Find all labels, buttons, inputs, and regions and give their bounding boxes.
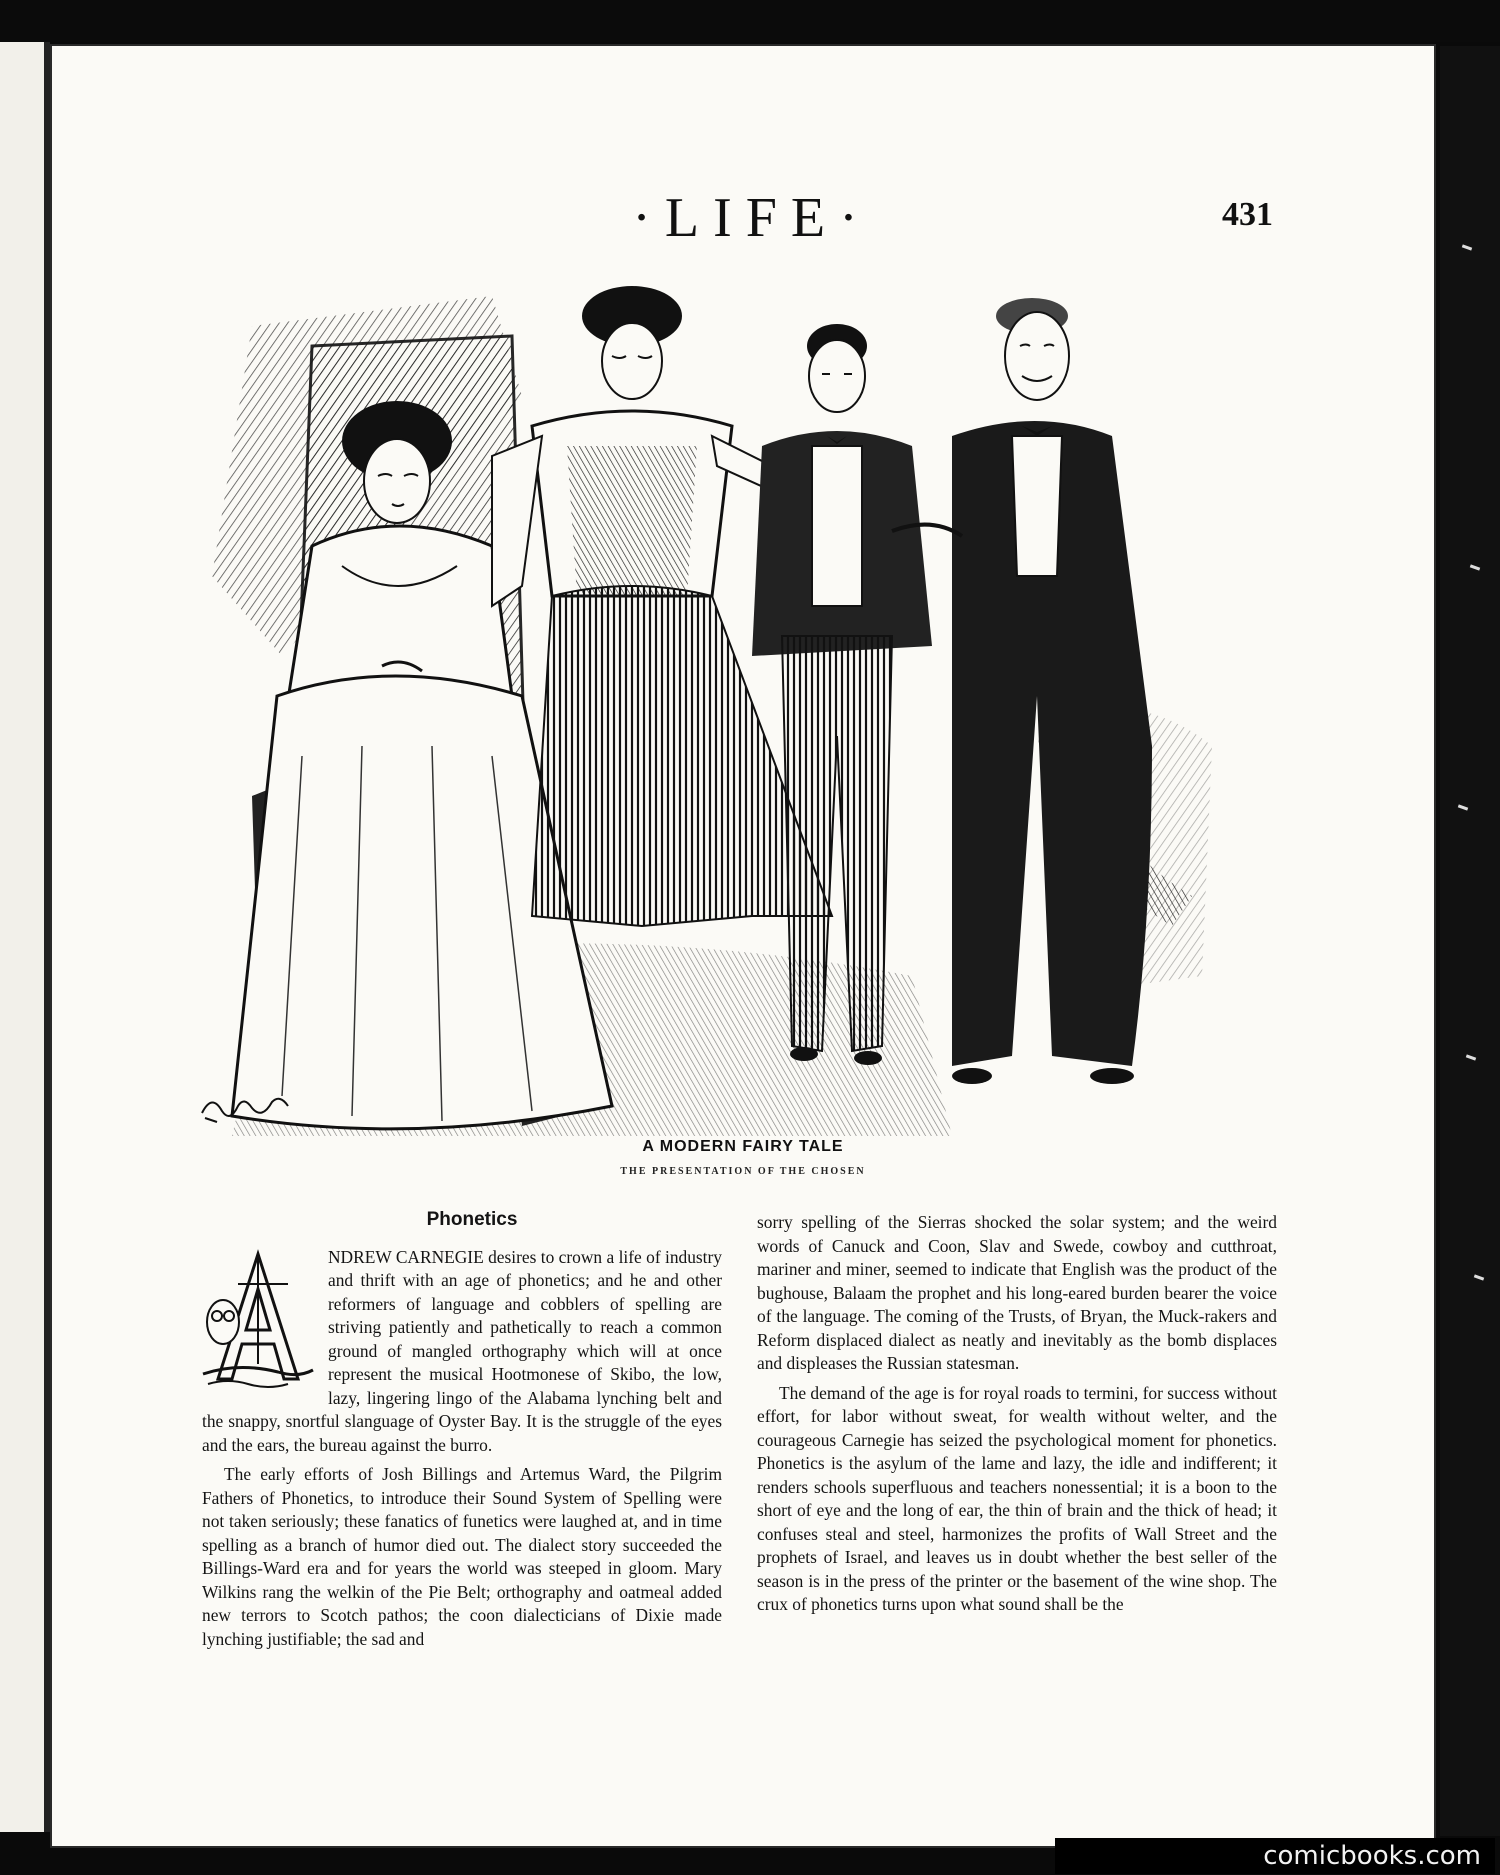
young-man (752, 324, 932, 1065)
illustration (192, 276, 1342, 1146)
watermark: comicbooks.com (1055, 1838, 1495, 1874)
magazine-page (52, 46, 1434, 1846)
scan-right-border (1440, 46, 1500, 1836)
paragraph: The demand of the age is for royal roads to termini, for success without effort, for labor without sweat, for wealth without welter, and the courageous Carnegie has seized the psychological moment for phonetics. Phonetics is the asylum of the lame and lazy, the idle and indifferent; it renders schools superfluous and teachers nonessential; it is a boon to the short of eye and the long of ear, the thin of brain and the thick of head; it confuses steal and steel, harmonizes the profits of Wall Street and the prophets of Israel, and leaves us in doubt whether the best seller of the season is in the press of the printer or the basement of the wine shop. The crux of phonetics turns upon what sound shall be the (757, 1382, 1277, 1614)
paragraph: The early efforts of Josh Billings and Artemus Ward, the Pilgrim Fathers of Phonetics, to introduce their Sound System of Spelling were not taken seriously; these fanatics of funetics were laughed at, and in time spelling as a branch of humor died out. The dialect story succeeded the Billings-Ward era and for years the world was steeped in gloom. Mary Wilkins rang the welkin of the Pie Belt; orthography and oatmeal added new terrors to Scotch pathos; the coon dialecticians of Dixie made lynching justifiable; the sad and (202, 1464, 722, 1649)
scan-top-border (0, 0, 1500, 42)
caption-subtitle: THE PRESENTATION OF THE CHOSEN (620, 1166, 866, 1177)
paragraph: sorry spelling of the Sierras shocked the solar system; and the weird words of Canuck and Coon, Slav and Swede, cowboy and cutthroat, mariner and miner, seemed to indicate that English was the product of the bughouse, Balaam the prophet and his long-eared burden bearer the voice of the language. The coming of the Trusts, of Bryan, the Muck-rakers and Reform displaced dialect as neatly and inevitably as the bomb displaces and displeases the Russian statesman. (757, 1212, 1277, 1373)
article-column-right (757, 1211, 1277, 1617)
page-number: 431 (1222, 196, 1273, 233)
dropcap-letter: A (255, 1343, 257, 1345)
article-column-left (202, 1208, 722, 1651)
masthead-title: ·LIFE· (632, 187, 872, 249)
facing-page-edge (0, 42, 50, 1832)
article-title: Phonetics (426, 1209, 518, 1230)
caption-title: A MODERN FAIRY TALE (642, 1138, 844, 1155)
artist-signature (197, 1088, 307, 1128)
paragraph: NDREW CARNEGIE desires to crown a life of industry and thrift with an age of phonetics; and he and other reformers of language and cobblers of spelling are striving patiently and pathetically to reach a common ground of mangled orthography which will at once represent the musical Hootmonese of Skibo, the low, lazy, lingering lingo of the Alabama lynching belt and the snappy, snortful slanguage of Oyster Bay. It is the struggle of the eyes and the ears, the bureau against the burro. (202, 1246, 722, 1455)
dropcap-illustration (198, 1244, 316, 1394)
